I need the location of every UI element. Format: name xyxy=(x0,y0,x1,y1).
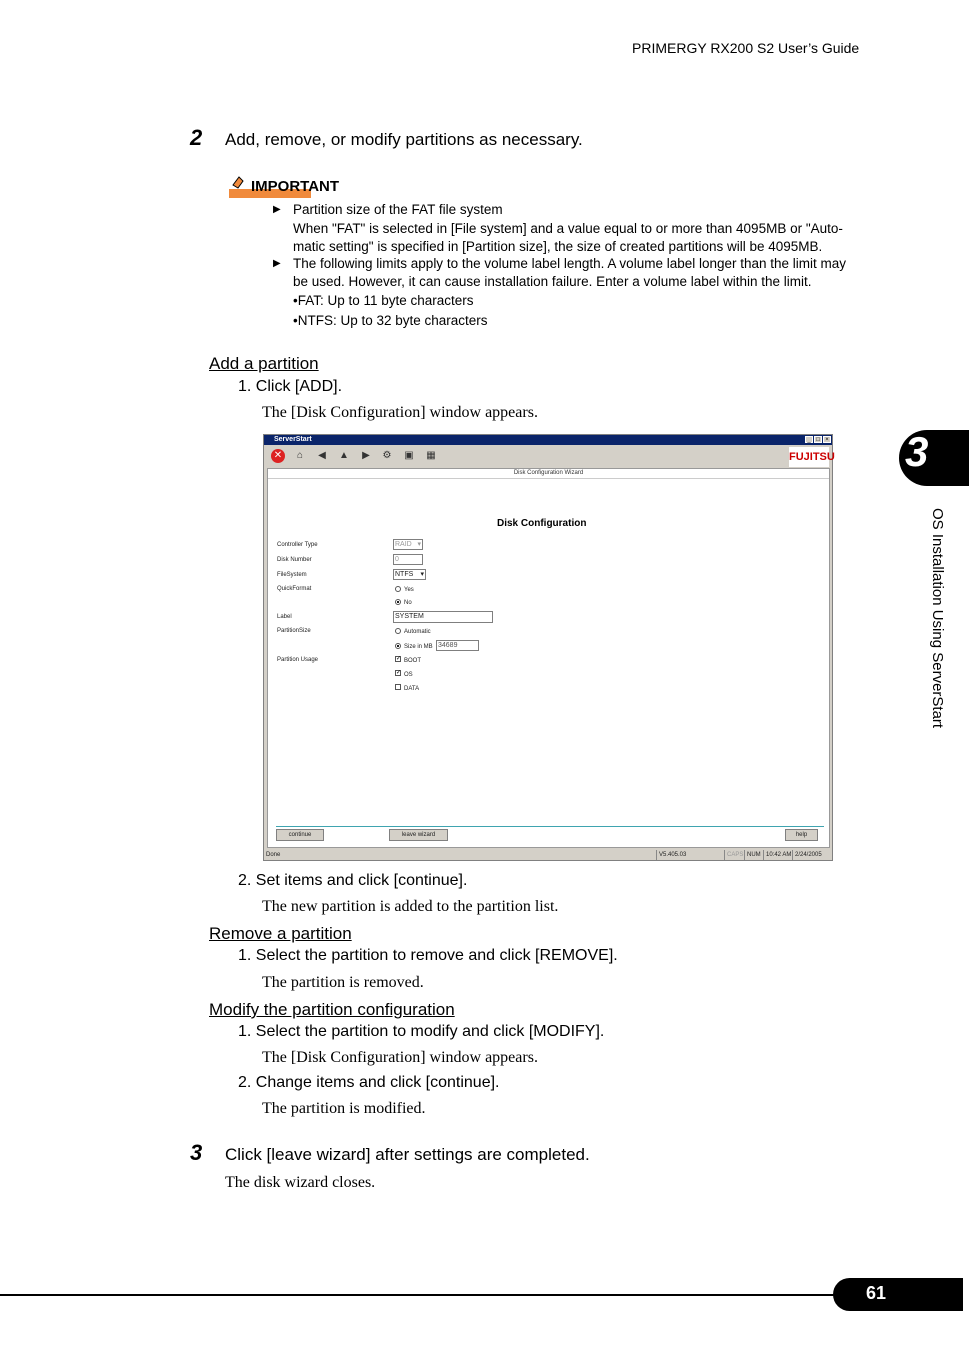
important-item-title: The following limits apply to the volume label length. A volume label longer than the limit may xyxy=(293,256,847,271)
footer-rule xyxy=(0,1294,840,1296)
quickformat-yes-label: Yes xyxy=(404,587,414,593)
partitionsize-auto-radio[interactable] xyxy=(395,628,401,634)
status-done: Done xyxy=(266,852,281,858)
list-item: 1. Click [ADD]. xyxy=(238,378,343,395)
divider xyxy=(276,826,824,827)
important-item-title: Partition size of the FAT file system xyxy=(293,202,503,217)
result-text: The [Disk Configuration] window appears. xyxy=(262,1049,538,1066)
forward-icon[interactable]: ▶ xyxy=(362,450,370,461)
serverstart-window xyxy=(263,434,833,861)
quickformat-no-label: No xyxy=(404,600,412,606)
list-item: 2. Set items and click [continue]. xyxy=(238,872,468,889)
usage-data-label: DATA xyxy=(404,686,420,692)
filesystem-select[interactable]: NTFS ▾ xyxy=(395,571,424,578)
filesystem-label: FileSystem xyxy=(277,572,307,578)
chapter-number: 3 xyxy=(905,428,929,475)
wizard-bar: Disk Configuration Wizard xyxy=(268,469,829,479)
partitionsize-size-radio[interactable] xyxy=(395,643,401,649)
maximize-icon[interactable]: □ xyxy=(814,436,822,443)
controller-type-select[interactable]: RAID ▾ xyxy=(395,541,421,548)
page-number: 61 xyxy=(866,1283,887,1303)
status-num: NUM xyxy=(744,850,763,860)
help-button[interactable]: help xyxy=(785,829,818,841)
label-field[interactable]: SYSTEM xyxy=(393,611,493,623)
step-text: Click [leave wizard] after settings are completed. xyxy=(225,1145,590,1164)
section-heading-remove: Remove a partition xyxy=(209,924,352,943)
usage-os-label: OS xyxy=(404,672,413,678)
partition-usage-label: Partition Usage xyxy=(277,657,319,663)
dropdown-arrow-icon: ▾ xyxy=(420,571,424,578)
partitionsize-size-label: Size in MB xyxy=(404,644,433,650)
dropdown-arrow-icon: ▾ xyxy=(417,541,421,548)
window-title: ServerStart xyxy=(274,436,312,443)
result-text: The [Disk Configuration] window appears. xyxy=(262,404,538,421)
result-text: The partition is removed. xyxy=(262,974,424,991)
grid-icon[interactable]: ▦ xyxy=(426,450,436,461)
result-text: The new partition is added to the partition list. xyxy=(262,898,559,915)
status-caps: CAPS xyxy=(724,850,744,860)
status-version: V5.405.03 xyxy=(656,850,724,860)
usage-boot-label: BOOT xyxy=(404,658,422,664)
minimize-icon[interactable]: _ xyxy=(805,436,813,443)
save-icon[interactable]: ▣ xyxy=(404,450,414,461)
important-item-line: When "FAT" is selected in [File system] and a value equal to or more than 4095MB or "Auto- xyxy=(293,221,843,236)
up-icon[interactable]: ▲ xyxy=(339,450,349,461)
wizard-content xyxy=(267,468,830,848)
list-item: 2. Change items and click [continue]. xyxy=(238,1074,500,1091)
continue-button[interactable]: continue xyxy=(276,829,324,841)
usage-os-checkbox[interactable]: ✓ xyxy=(396,670,402,676)
fujitsu-logo: FUJITSU xyxy=(789,447,829,467)
controller-type-label: Controller Type xyxy=(277,542,318,548)
page-number-tab xyxy=(833,1278,963,1311)
disk-config-heading: Disk Configuration xyxy=(497,518,587,529)
important-label: IMPORTANT xyxy=(251,178,340,195)
quickformat-label: QuickFormat xyxy=(277,586,312,592)
running-header: PRIMERGY RX200 S2 User’s Guide xyxy=(632,40,860,56)
label-label: Label xyxy=(277,614,292,620)
step-number: 2 xyxy=(190,125,203,150)
home-icon[interactable]: ⌂ xyxy=(296,450,304,461)
stop-icon[interactable]: ✕ xyxy=(271,449,285,463)
back-icon[interactable]: ◀ xyxy=(318,450,326,461)
step-text: Add, remove, or modify partitions as necessary. xyxy=(225,130,583,149)
quickformat-yes-radio[interactable] xyxy=(395,586,401,592)
section-heading-add: Add a partition xyxy=(209,354,319,373)
partitionsize-label: PartitionSize xyxy=(277,628,311,634)
status-bar xyxy=(264,850,832,860)
important-badge xyxy=(229,173,340,198)
status-time: 10:42 AM xyxy=(763,850,792,860)
usage-boot-checkbox[interactable]: ✓ xyxy=(396,656,402,662)
disk-number-label: Disk Number xyxy=(277,557,312,563)
important-item-line: matic setting" is specified in [Partition size], the size of created partitions will be 4095MB. xyxy=(293,239,823,254)
quickformat-no-radio[interactable] xyxy=(395,599,401,605)
result-text: The disk wizard closes. xyxy=(225,1174,376,1191)
disk-number-field[interactable]: 0 xyxy=(393,554,423,565)
status-date: 2/24/2005 xyxy=(792,850,832,860)
section-heading-modify: Modify the partition configuration xyxy=(209,1000,455,1019)
bullet-arrow-icon: ▶ xyxy=(273,258,281,269)
chapter-title: OS Installation Using ServerStart xyxy=(929,508,946,729)
settings-icon[interactable]: ⚙ xyxy=(382,450,392,461)
window-titlebar xyxy=(264,435,832,445)
close-icon[interactable]: × xyxy=(823,436,831,443)
important-item-line: •FAT: Up to 11 byte characters xyxy=(293,293,474,308)
leave-wizard-button[interactable]: leave wizard xyxy=(389,829,448,841)
partitionsize-field[interactable]: 34689 xyxy=(436,640,479,651)
usage-data-checkbox[interactable] xyxy=(395,684,401,690)
result-text: The partition is modified. xyxy=(262,1100,426,1117)
list-item: 1. Select the partition to remove and click [REMOVE]. xyxy=(238,947,618,964)
step-number: 3 xyxy=(190,1140,203,1165)
partitionsize-auto-label: Automatic xyxy=(404,629,431,635)
list-item: 1. Select the partition to modify and click [MODIFY]. xyxy=(238,1023,605,1040)
important-item-line: •NTFS: Up to 32 byte characters xyxy=(293,313,488,328)
important-item-line: be used. However, it can cause installation failure. Enter a volume label within the limit. xyxy=(293,274,812,289)
bullet-arrow-icon: ▶ xyxy=(273,204,281,215)
